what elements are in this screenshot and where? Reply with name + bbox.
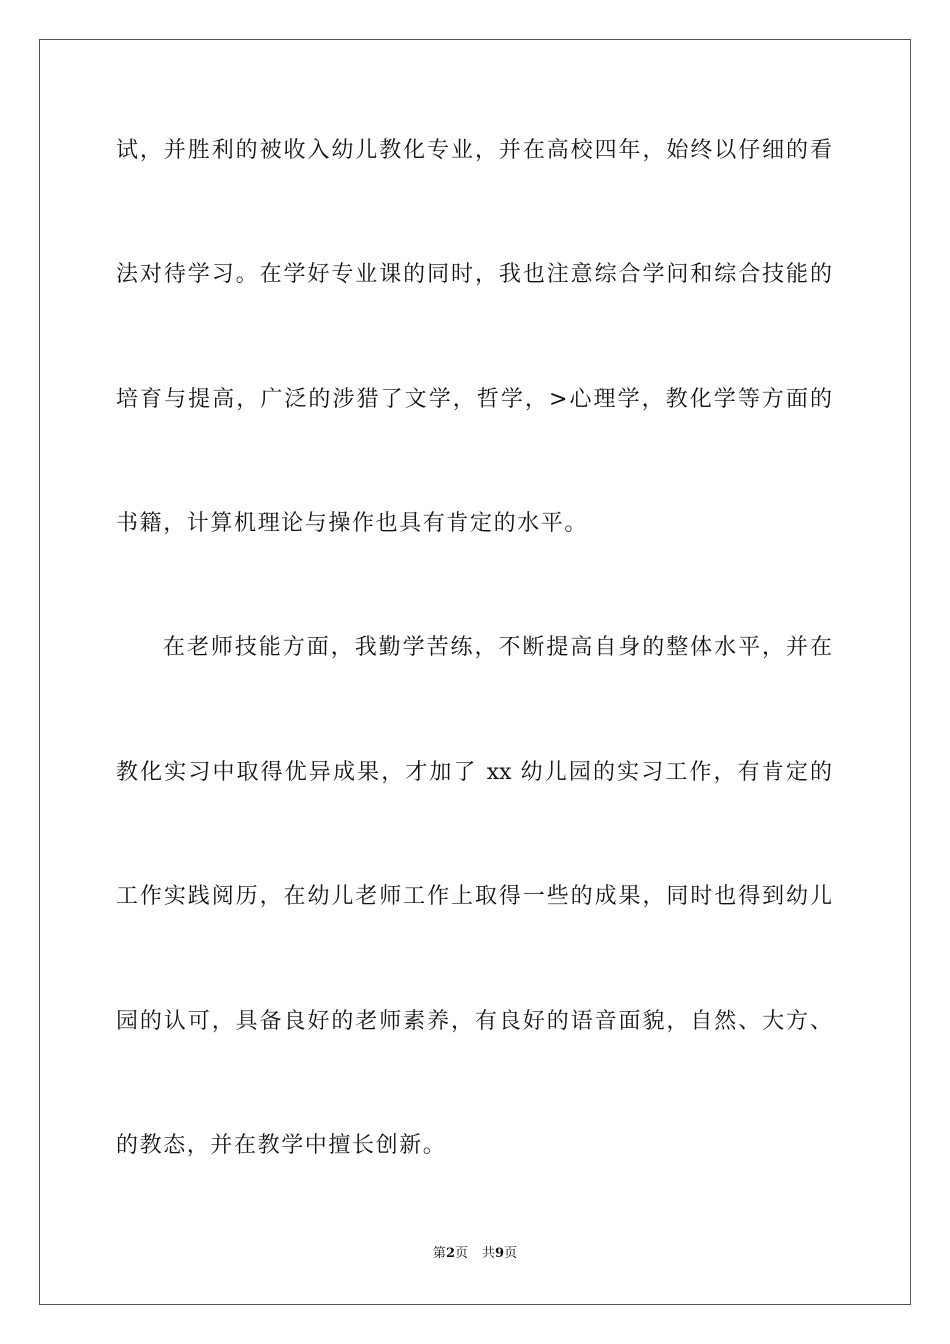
- page-current-number: 2: [445, 1246, 455, 1261]
- text-line-6: 教化实习中取得优异成果，才加了 xx 幼儿园的实习工作，有肯定的: [116, 760, 832, 785]
- page-total-number: 9: [495, 1246, 505, 1261]
- text-line-2: 法对待学习。在学好专业课的同时，我也注意综合学问和综合技能的: [116, 262, 832, 287]
- text-line-3: 培育与提高，广泛的涉猎了文学，哲学，>心理学，教化学等方面的: [116, 387, 832, 412]
- page-footer: [0, 1245, 950, 1263]
- text-line-8: 园的认可，具备良好的老师素养，有良好的语音面貌，自然、大方、: [116, 1009, 832, 1034]
- total-prefix: 共: [482, 1246, 496, 1261]
- page-border: [39, 39, 911, 1305]
- text-line-9: 的教态，并在教学中擅长创新。: [116, 1133, 447, 1158]
- text-line-7: 工作实践阅历，在幼儿老师工作上取得一些的成果，同时也得到幼儿: [116, 884, 832, 909]
- text-line-5-paragraph-start: 在老师技能方面，我勤学苦练，不断提高自身的整体水平，并在: [163, 635, 832, 660]
- total-suffix: 页: [504, 1246, 518, 1261]
- text-line-4: 书籍，计算机理论与操作也具有肯定的水平。: [116, 511, 589, 536]
- page-suffix: 页: [454, 1246, 468, 1261]
- text-line-1: 试，并胜利的被收入幼儿教化专业，并在高校四年，始终以仔细的看: [116, 138, 832, 163]
- page-prefix: 第: [432, 1246, 446, 1261]
